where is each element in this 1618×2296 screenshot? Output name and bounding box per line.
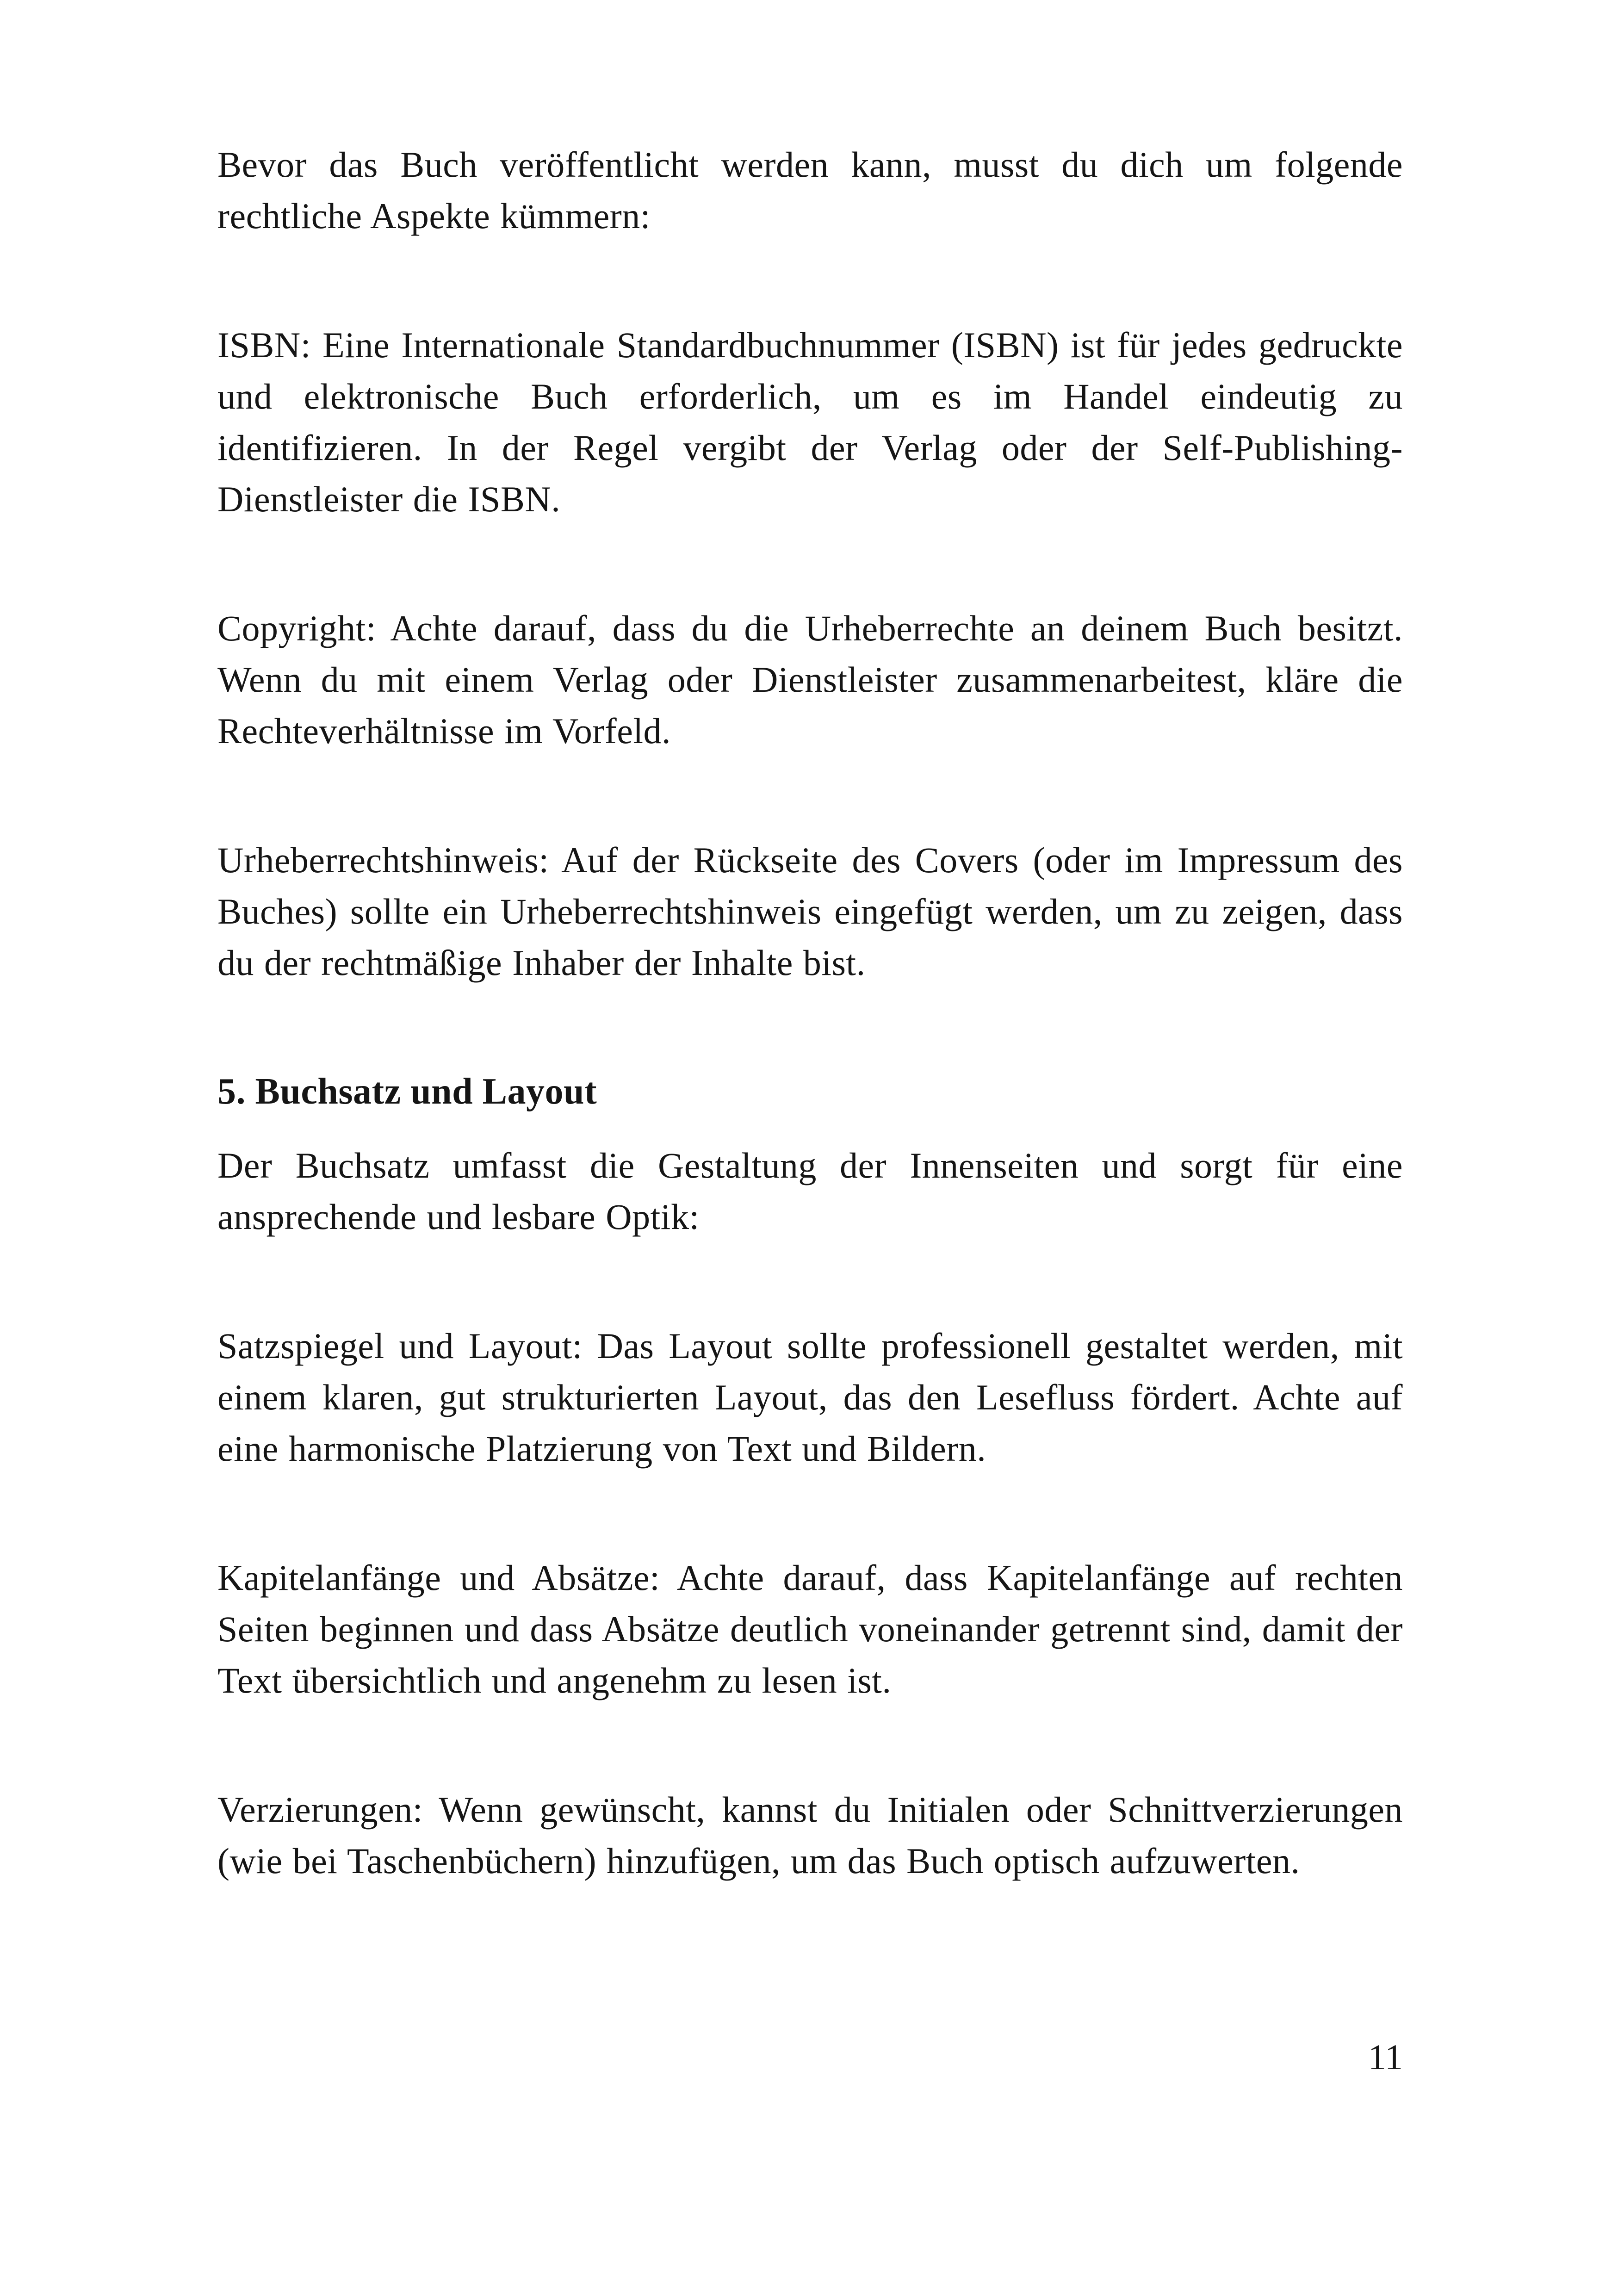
paragraph-urheberrechtshinweis: Urheberrechtshinweis: Auf der Rückseite des Covers (oder im Impressum des Buches) sollte ein Urheberrechtshinweis eingefügt werden, um zu zeigen, dass du der rechtmäßige Inhaber der Inhalte bist. bbox=[217, 840, 1403, 983]
paragraph-satzspiegel: Satzspiegel und Layout: Das Layout sollte professionell gestaltet werden, mit einem klaren, gut strukturierten Layout, das den Lesefluss fördert. Achte auf eine harmonische Platzierung von Text und Bildern. bbox=[217, 1326, 1403, 1469]
section-intro-paragraph: Der Buchsatz umfasst die Gestaltung der Innenseiten und sorgt für eine ansprechende und lesbare Optik: bbox=[217, 1145, 1403, 1237]
paragraph-verzierungen: Verzierungen: Wenn gewünscht, kannst du Initialen oder Schnittverzierungen (wie bei Taschenbüchern) hinzufügen, um das Buch optisch aufzuwerten. bbox=[217, 1789, 1403, 1881]
section-heading: 5. Buchsatz und Layout bbox=[217, 1071, 597, 1112]
intro-paragraph: Bevor das Buch veröffentlicht werden kann, musst du dich um folgende rechtliche Aspekte kümmern: bbox=[217, 144, 1403, 236]
paragraph-isbn: ISBN: Eine Internationale Standardbuchnummer (ISBN) ist für jedes gedruckte und elektronische Buch erforderlich, um es im Handel eindeutig zu identifizieren. In der Regel vergibt der Verlag oder der Self-Publishing-Dienstleister die ISBN. bbox=[217, 325, 1403, 519]
paragraph-kapitelanfaenge: Kapitelanfänge und Absätze: Achte darauf, dass Kapitelanfänge auf rechten Seiten beginnen und dass Absätze deutlich voneinander getrennt sind, damit der Text übersichtlich und angenehm zu lesen ist. bbox=[217, 1558, 1403, 1700]
text-block bbox=[217, 139, 1403, 1964]
page-number: 11 bbox=[1368, 2037, 1403, 2077]
paragraph-copyright: Copyright: Achte darauf, dass du die Urheberrechte an deinem Buch besitzt. Wenn du mit einem Verlag oder Dienstleister zusammenarbeitest, kläre die Rechteverhältnisse im Vorfeld. bbox=[217, 608, 1403, 751]
